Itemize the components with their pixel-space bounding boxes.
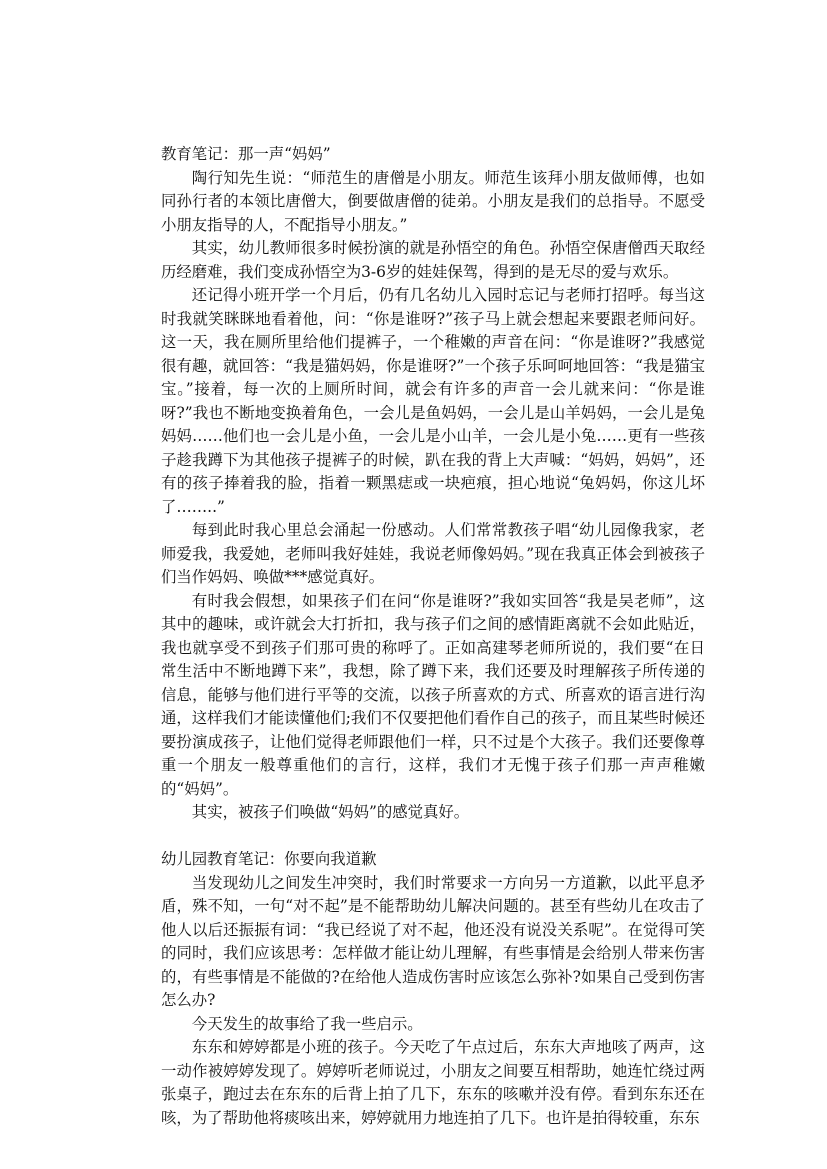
section1-paragraph-2: 其实，幼儿教师很多时候扮演的就是孙悟空的角色。孙悟空保唐僧西天取经历经磨难，我们变成孙悟空为3-6岁的娃娃保驾，得到的是无尽的爱与欢乐。 <box>161 239 705 281</box>
section2-paragraph-1: 当发现幼儿之间发生冲突时，我们时常要求一方向另一方道歉，以此平息矛盾，殊不知，一句“对不起”是不能帮助幼儿解决问题的。甚至有些幼儿在攻击了他人以后还振振有词：“我已经说了对不起，他还没有说没关系呢”。在觉得可笑的同时，我们应该思考：怎样做才能让幼儿理解，有些事情是会给别人带来伤害的，有些事情是不能做的?在给他人造成伤害时应该怎么弥补?如果自己受到伤害怎么办? <box>161 873 705 1009</box>
section2-paragraph-3: 东东和婷婷都是小班的孩子。今天吃了午点过后，东东大声地咳了两声，这一动作被婷婷发现了。婷婷听老师说过，小朋友之间要互相帮助，她连忙绕过两张桌子，跑过去在东东的后背上拍了几下，东东的咳嗽并没有停。看到东东还在咳，为了帮助他将痰咳出来，婷婷就用力地连拍了几下。也许是拍得较重，东东 <box>161 1038 705 1127</box>
section-gap <box>161 825 705 849</box>
section1-paragraph-4: 每到此时我心里总会涌起一份感动。人们常常教孩子唱“幼儿园像我家，老师爱我，我爱她，老师叫我好娃娃，我说老师像妈妈。”现在我真正体会到被孩子们当作妈妈、唤做***感觉真好。 <box>161 521 705 586</box>
section2-paragraph-2: 今天发生的故事给了我一些启示。 <box>191 1014 423 1033</box>
section1-paragraph-6: 其实，被孩子们唤做“妈妈”的感觉真好。 <box>191 803 470 821</box>
section1-paragraph-3: 还记得小班开学一个月后，仍有几名幼儿入园时忘记与老师打招呼。每当这时我就笑眯眯地看着他，问：“你是谁呀?”孩子马上就会想起来要跟老师问好。这一天，我在厕所里给他们提裤子，一个稚嫩的声音在问：“你是谁呀?”我感觉很有趣，就回答：“我是猫妈妈，你是谁呀?”一个孩子乐呵呵地回答：“我是猫宝宝。”接着，每一次的上厕所时间，就会有许多的声音一会儿就来问：“你是谁呀?”我也不断地变换着角色，一会儿是鱼妈妈，一会儿是山羊妈妈，一会儿是兔妈妈……他们也一会儿是小鱼，一会儿是小山羊，一会儿是小兔……更有一些孩子趁我蹲下为其他孩子提裤子的时候，趴在我的背上大声喊：“妈妈，妈妈”，还有的孩子捧着我的脸，指着一颗黑痣或一块疤痕，担心地说“兔妈妈，你这儿坏了……..” <box>161 286 705 516</box>
document-page <box>161 143 705 1130</box>
section1-title: 教育笔记：那一声“妈妈” <box>161 145 331 163</box>
section2-title: 幼儿园教育笔记：你要向我道歉 <box>161 850 377 868</box>
section1-paragraph-1: 陶行知先生说：“师范生的唐僧是小朋友。师范生该拜小朋友做师傅，也如同孙行者的本领比唐僧大，倒要做唐僧的徒弟。小朋友是我们的总指导。不愿受小朋友指导的人，不配指导小朋友。” <box>161 168 705 234</box>
section1-paragraph-5: 有时我会假想，如果孩子们在问“你是谁呀?”我如实回答“我是吴老师”，这其中的趣味，或许就会大打折扣，我与孩子们之间的感情距离就不会如此贴近，我也就享受不到孩子们那可贵的称呼了。正如高建琴老师所说的，我们要“在日常生活中不断地蹲下来”，我想，除了蹲下来，我们还要及时理解孩子所传递的信息，能够与他们进行平等的交流，以孩子所喜欢的方式、所喜欢的语言进行沟通，这样我们才能读懂他们;我们不仅要把他们看作自己的孩子，而且某些时候还要扮演成孩子，让他们觉得老师跟他们一样，只不过是个大孩子。我们还要像尊重一个朋友一般尊重他们的言行，这样，我们才无愧于孩子们那一声声稚嫩的“妈妈”。 <box>161 591 705 798</box>
